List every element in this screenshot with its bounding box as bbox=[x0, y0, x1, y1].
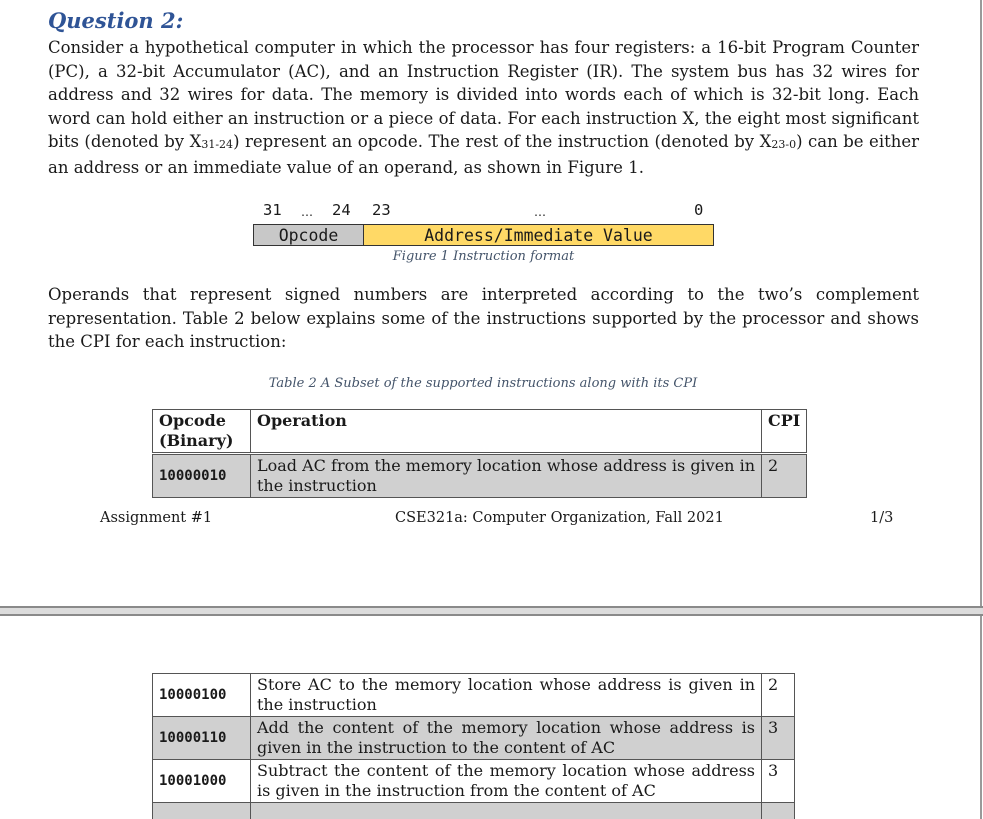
opcode-cell: 10001000 bbox=[153, 760, 251, 803]
instruction-table bbox=[152, 409, 807, 498]
table-row bbox=[153, 454, 807, 498]
document-page-2 bbox=[0, 616, 982, 819]
cpi-cell: 2 bbox=[762, 674, 795, 717]
table-row bbox=[153, 717, 795, 760]
opcode-cell: 10000010 bbox=[153, 454, 251, 498]
operation-cell: Load AC from the memory location whose address is given in the instruction bbox=[251, 454, 762, 498]
subscript-address-bits: 23-0 bbox=[771, 138, 797, 151]
header-opcode: Opcode (Binary) bbox=[153, 410, 251, 454]
bit-dots-2: … bbox=[534, 205, 546, 219]
table-header-row bbox=[153, 410, 807, 454]
page-separator bbox=[0, 606, 983, 616]
question-paragraph-2: Operands that represent signed numbers are interpreted according to the two’s complement representation. Table 2 below explains some of the instructions supported by the processor and shows the CPI for each instruction: bbox=[48, 285, 919, 351]
table-row bbox=[153, 760, 795, 803]
cpi-cell: 3 bbox=[762, 760, 795, 803]
table-row bbox=[153, 674, 795, 717]
opcode-cell: 10000110 bbox=[153, 717, 251, 760]
operation-cell: Add the content of the memory location whose address is given in the instruction to the content of AC bbox=[251, 717, 762, 760]
cpi-cell: 3 bbox=[762, 717, 795, 760]
header-operation: Operation bbox=[251, 410, 762, 454]
figure-caption: Figure 1 Instruction format bbox=[392, 249, 575, 264]
opcode-cell: 10000100 bbox=[153, 674, 251, 717]
subscript-opcode-bits: 31-24 bbox=[201, 138, 234, 151]
bit-dots-1: … bbox=[301, 205, 313, 219]
cpi-cell: 2 bbox=[762, 454, 807, 498]
header-cpi: CPI bbox=[762, 410, 807, 454]
footer-page-number: 1/3 bbox=[870, 510, 894, 526]
operation-cell: Subtract the content of the memory location whose address is given in the instruction from the content of AC bbox=[251, 760, 762, 803]
bit-label-24: 24 bbox=[332, 201, 351, 219]
table-row-cut-off bbox=[153, 803, 795, 819]
table-caption: Table 2 A Subset of the supported instructions along with its CPI bbox=[268, 376, 698, 391]
address-field: Address/Immediate Value bbox=[363, 224, 714, 246]
opcode-field: Opcode bbox=[253, 224, 364, 246]
bit-label-0: 0 bbox=[694, 201, 704, 219]
footer-left: Assignment #1 bbox=[100, 510, 213, 526]
operation-cell: Store AC to the memory location whose address is given in the instruction bbox=[251, 674, 762, 717]
question-title: Question 2: bbox=[48, 8, 184, 33]
bit-label-23: 23 bbox=[372, 201, 391, 219]
question-paragraph-1: Consider a hypothetical computer in which the processor has four registers: a 16-bit Program Counter (PC), a 32-bit Accumulator (AC), and an Instruction Register (IR). The system bus has 32 wires for address and 32 wires for data. The memory is divided into words each of which is 32-bit long. Each word can hold either an instruction or a piece of data. For each instruction X, the eight most significant bits (denoted by $X_{31-24}$) represent an opcode. The rest of the instruction (denoted by $X_{23-0}$) can be either an address or an immediate value of an operand, as shown in Figure 1. bbox=[48, 38, 920, 177]
bit-label-31: 31 bbox=[263, 201, 282, 219]
instruction-table-continued bbox=[152, 673, 795, 819]
footer-center: CSE321a: Computer Organization, Fall 2021 bbox=[395, 510, 724, 526]
